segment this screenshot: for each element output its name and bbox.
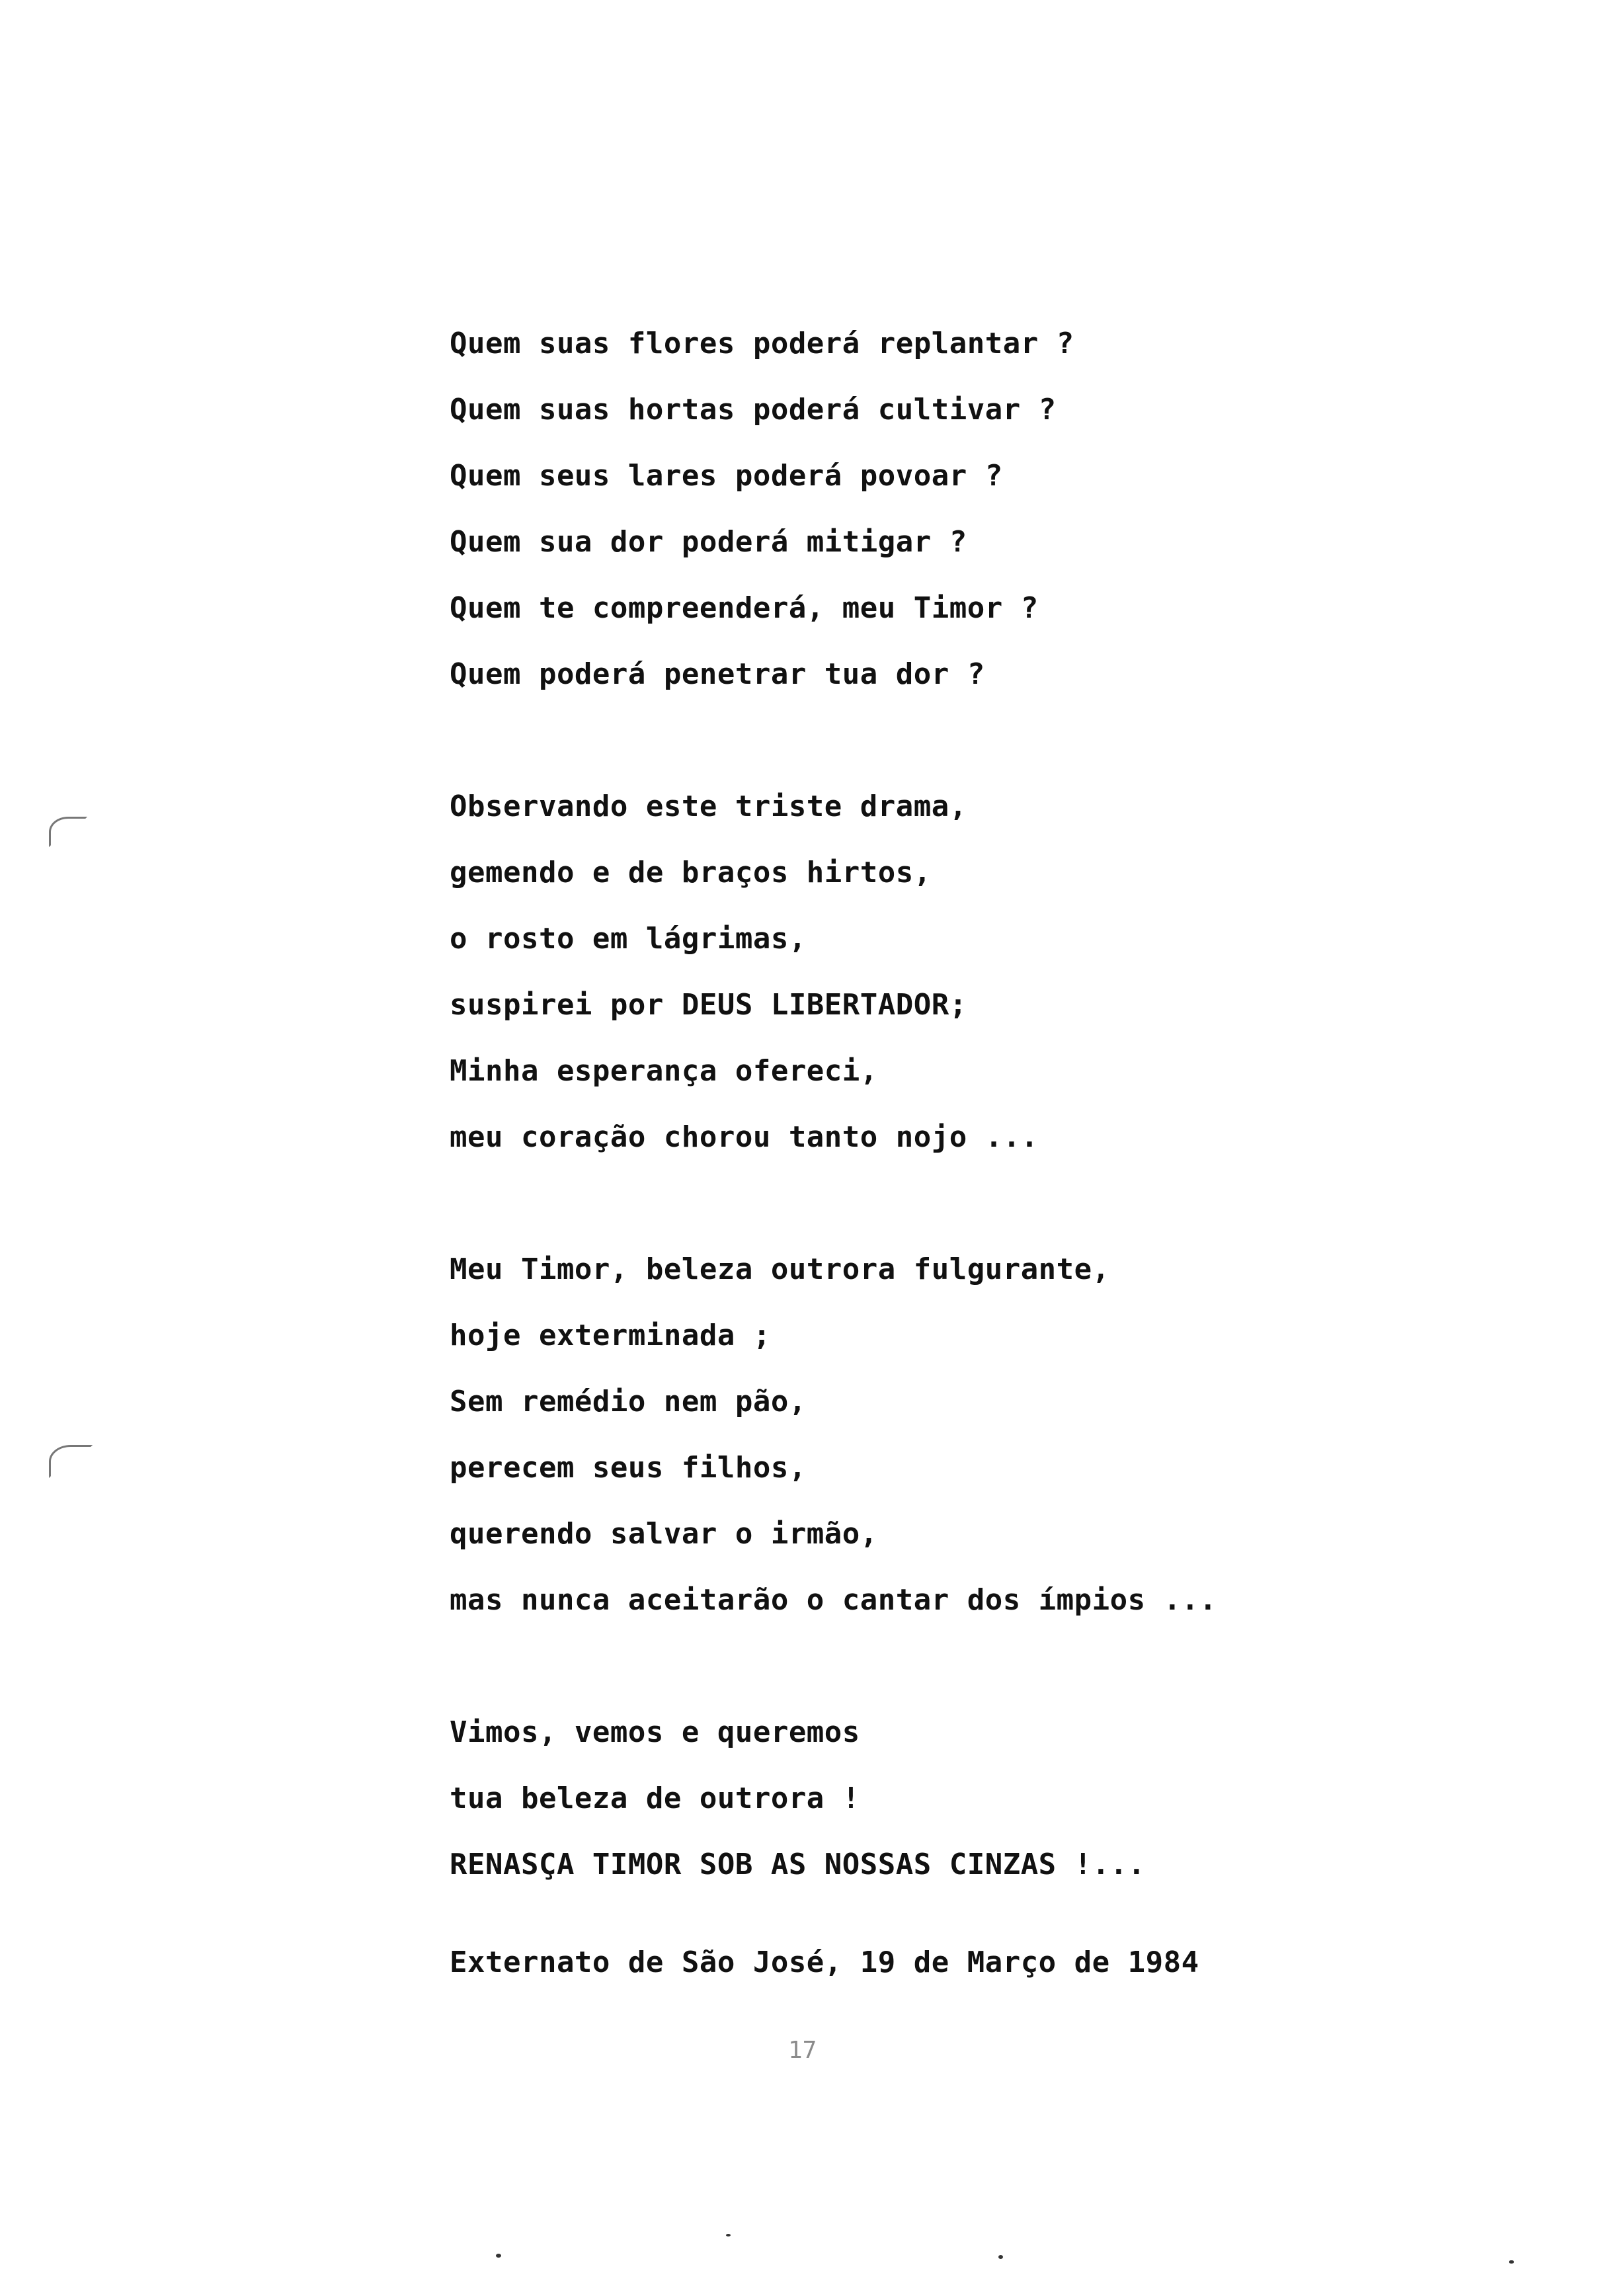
poem-line: gemendo e de braços hirtos, — [450, 856, 932, 889]
scan-speck — [726, 2234, 731, 2236]
poem-line: Quem seus lares poderá povoar ? — [450, 459, 1003, 493]
stanza-break — [450, 1898, 1441, 1930]
punch-hole-mark — [49, 1445, 93, 1478]
stanza-break — [450, 708, 1441, 774]
poem-line: Vimos, vemos e queremos — [450, 1715, 860, 1749]
scan-speck — [496, 2254, 501, 2258]
stanza-3 — [450, 1237, 1441, 1633]
stanza-1 — [450, 311, 1441, 708]
stanza-2 — [450, 774, 1441, 1170]
poem-line: Quem te compreenderá, meu Timor ? — [450, 591, 1039, 625]
poem-line: Meu Timor, beleza outrora fulgurante, — [450, 1252, 1110, 1286]
page-number: 17 — [788, 2037, 817, 2064]
stanza-break — [450, 1633, 1441, 1700]
poem-line: tua beleza de outrora ! — [450, 1782, 860, 1815]
poem-line: Quem sua dor poderá mitigar ? — [450, 525, 967, 559]
scan-speck — [1509, 2260, 1514, 2264]
poem-line: mas nunca aceitarão o cantar dos ímpios ... — [450, 1583, 1217, 1617]
poem-line: Sem remédio nem pão, — [450, 1385, 807, 1418]
scan-speck — [998, 2255, 1003, 2259]
poem-line: RENASÇA TIMOR SOB AS NOSSAS CINZAS !... — [450, 1848, 1146, 1881]
poem-line: Quem suas flores poderá replantar ? — [450, 327, 1074, 360]
poem-line: o rosto em lágrimas, — [450, 922, 807, 956]
poem-line: suspirei por DEUS LIBERTADOR; — [450, 988, 967, 1022]
stanza-4 — [450, 1700, 1441, 1898]
stanza-break — [450, 1170, 1441, 1237]
poem-line: Minha esperança ofereci, — [450, 1054, 878, 1088]
poem-line: hoje exterminada ; — [450, 1319, 771, 1352]
poem-line: meu coração chorou tanto nojo ... — [450, 1120, 1039, 1154]
poem-line: Observando este triste drama, — [450, 790, 967, 823]
poem-line: querendo salvar o irmão, — [450, 1517, 878, 1551]
signature-line: Externato de São José, 19 de Março de 1984 — [450, 1946, 1199, 1979]
poem-line: Quem poderá penetrar tua dor ? — [450, 657, 985, 691]
poem-line: perecem seus filhos, — [450, 1451, 807, 1485]
poem-line: Quem suas hortas poderá cultivar ? — [450, 393, 1057, 427]
punch-hole-mark — [49, 817, 87, 847]
poem-body — [450, 311, 1441, 1996]
